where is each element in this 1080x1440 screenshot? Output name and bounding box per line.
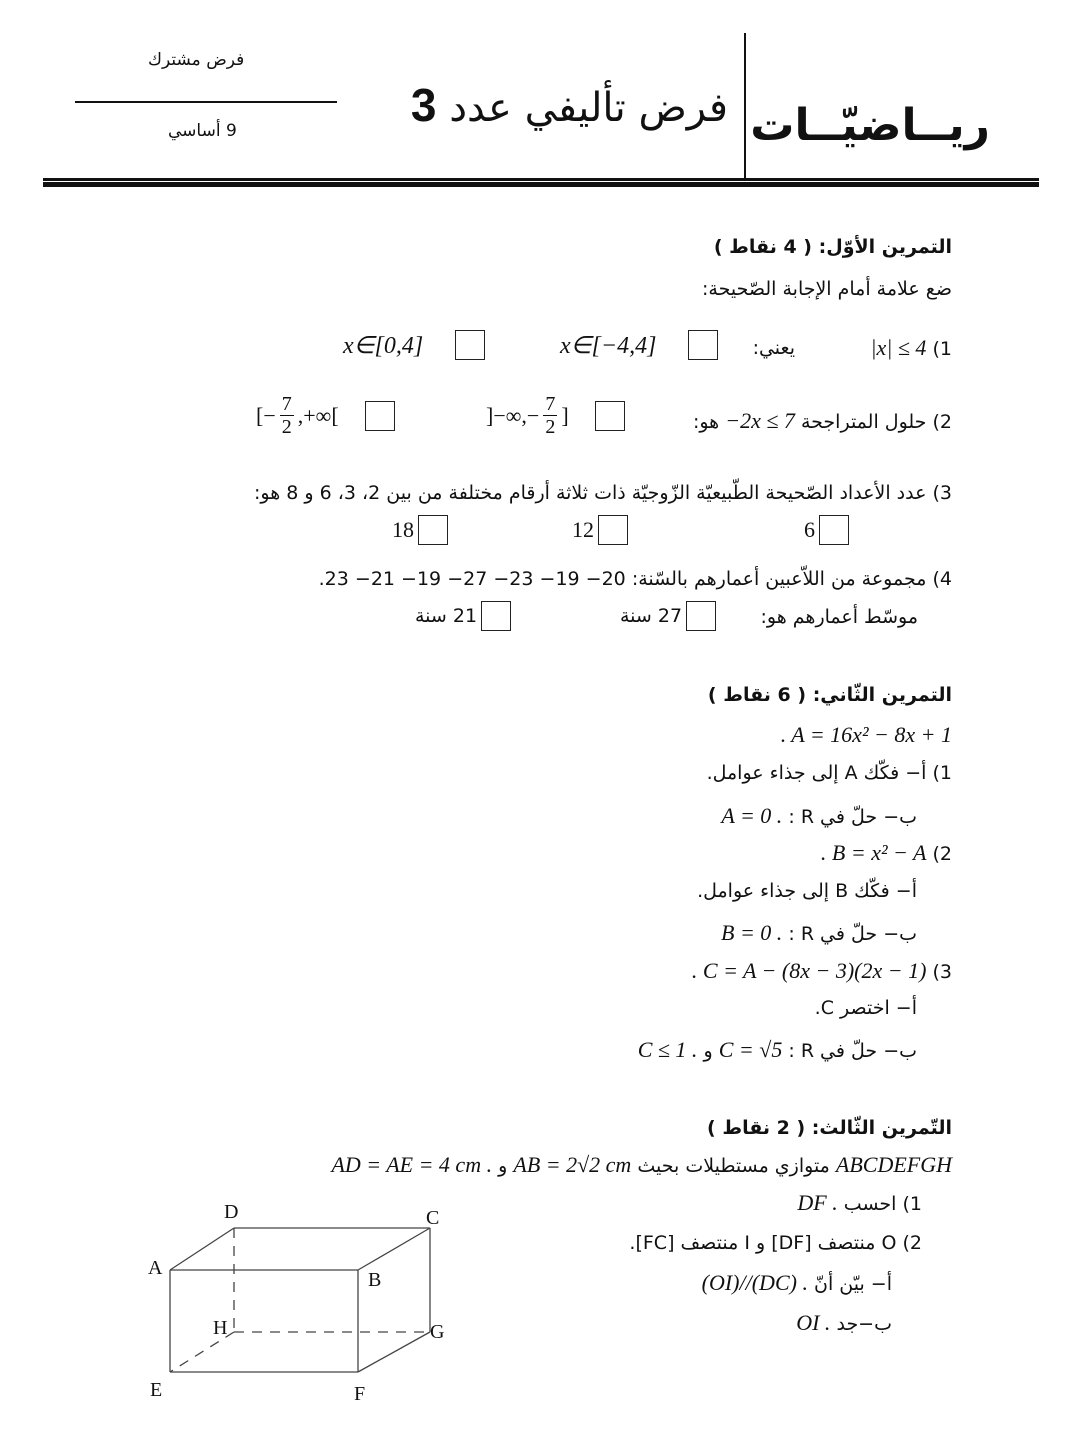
ex1-instruction: ضع علامة أمام الإجابة الصّحيحة:: [702, 278, 952, 300]
ex3-ab: AB = 2√2 cm: [513, 1152, 632, 1177]
ex3-solid-name: ABCDEFGH: [835, 1152, 952, 1177]
question-text: أ− بيّن أنّ: [814, 1273, 892, 1295]
label-F: F: [354, 1383, 366, 1405]
ex1-points: ( 4 نقاط ): [713, 236, 812, 258]
q4-option-checkbox[interactable]: [686, 601, 716, 631]
question-and: و: [703, 1040, 713, 1062]
q4-text2: موسّط أعمارهم هو:: [760, 606, 918, 628]
label-G: G: [430, 1321, 445, 1343]
question-math: DF .: [797, 1190, 838, 1215]
label-D: D: [224, 1201, 239, 1223]
ex3-question-line: [796, 1310, 892, 1336]
q3-option-checkbox[interactable]: [598, 515, 628, 545]
question-text: أ− فكّك B إلى جذاء عوامل.: [697, 880, 917, 902]
q2-option-1: [486, 393, 625, 438]
exam-number: 3: [410, 79, 437, 131]
header: [0, 0, 1080, 190]
q1-option-2: [343, 330, 485, 360]
q4-option-27: [620, 601, 716, 631]
q1-option-1-checkbox[interactable]: [688, 330, 718, 360]
q4-text: مجموعة من اللاّعبين أعمارهم بالسّنة: 20− 19− 23− 27− 19− 21− 23.: [318, 568, 927, 590]
q3-number: 3): [932, 482, 952, 504]
ex2-question-line: [721, 920, 917, 946]
question-text: أ− فكّك A إلى جذاء عوامل.: [706, 762, 927, 784]
q2-option-2: [256, 393, 395, 438]
question-math: C = √5: [718, 1037, 783, 1062]
header-rule: [43, 178, 1039, 181]
q2-option-1-left: ]−∞,−: [486, 402, 540, 428]
question-number: 1): [902, 1193, 922, 1215]
ex3-and: و: [498, 1155, 508, 1177]
q1-option-1-label: x∈[−4,4]: [560, 332, 657, 359]
ex2-question-line: [692, 958, 952, 984]
q2-option-2-left: [−: [256, 402, 276, 428]
question-number: 3): [932, 961, 952, 983]
ex3-question-line: [797, 1190, 922, 1216]
ex2-question-line: [815, 997, 917, 1019]
question-math: OI .: [796, 1310, 831, 1335]
q2-option-2-right: ,+∞[: [297, 402, 339, 428]
denominator: 2: [281, 416, 292, 438]
question-math-2: C ≤ 1 .: [637, 1037, 698, 1062]
ex2-title: التمرين الثّاني:: [812, 684, 952, 706]
numerator: 7: [545, 393, 556, 415]
q3-option-label: 6: [804, 517, 815, 542]
ex1-q1: [871, 335, 953, 361]
q3-option-6: [804, 515, 849, 545]
q2-option-1-right: ]: [561, 402, 569, 428]
ex1-heading: [714, 236, 952, 258]
ex2-heading: [708, 684, 952, 706]
edge-AD: [170, 1228, 234, 1270]
subject-title: ريــاضيّــات: [750, 100, 990, 151]
q1-option-1: [560, 330, 718, 360]
question-math: . C = A − (8x − 3)(2x − 1): [691, 958, 927, 983]
exam-title-text: فرض تأليفي عدد: [449, 85, 728, 131]
ex2-question-line: [638, 1037, 917, 1063]
ex2-question-line: [697, 880, 917, 902]
ex3-question-line: [702, 1270, 892, 1296]
q1-number: 1): [932, 338, 952, 360]
q2-option-1-fraction: [543, 393, 557, 438]
q4-number: 4): [932, 568, 952, 590]
question-text: O منتصف [DF] و I منتصف [FC].: [629, 1232, 897, 1254]
q4-option-label: 27 سنة: [620, 605, 683, 627]
numerator: 7: [281, 393, 292, 415]
header-small-divider: [75, 101, 337, 103]
ex2-points: ( 6 نقاط ): [707, 684, 807, 706]
q1-expression: |x| ≤ 4: [870, 335, 927, 360]
question-math: B = 0 .: [721, 920, 783, 945]
q3-option-checkbox[interactable]: [819, 515, 849, 545]
label-H: H: [213, 1317, 228, 1339]
edge-FG: [358, 1332, 430, 1372]
ex3-question-line: [629, 1232, 922, 1254]
ex3-heading: [707, 1117, 952, 1139]
q3-option-label: 18: [392, 517, 414, 542]
ex2-question-line: [721, 803, 917, 829]
label-C: C: [426, 1207, 440, 1229]
ex1-q4: [319, 568, 952, 590]
q3-option-12: [572, 515, 628, 545]
q2-number: 2): [932, 411, 952, 433]
q2-text: حلول المتراجحة: [800, 411, 927, 433]
cuboid-figure: [0, 1190, 480, 1420]
exam-type: فرض مشترك: [148, 50, 245, 70]
ex3-title: التّمرين الثّالث:: [811, 1117, 952, 1139]
label-B: B: [368, 1269, 382, 1291]
header-rule-thick: [43, 182, 1039, 187]
question-number: 1): [932, 762, 952, 784]
ex1-q3: [254, 482, 952, 504]
ex3-statement-text: متوازي مستطيلات بحيث: [637, 1155, 830, 1177]
q2-tail: هو:: [692, 411, 720, 433]
q2-option-2-fraction: [280, 393, 294, 438]
question-text: ب− حلّ في R :: [788, 1040, 917, 1062]
q4-option-label: 21 سنة: [415, 605, 478, 627]
level: 9 أساسي: [168, 121, 237, 141]
exam-title: [411, 78, 728, 132]
edge-BC: [358, 1228, 430, 1270]
question-math: (OI)//(DC) .: [701, 1270, 808, 1295]
q2-option-2-checkbox[interactable]: [365, 401, 395, 431]
ex1-title: التمرين الأوّل:: [818, 236, 952, 258]
question-text: أ− اختصر C.: [814, 997, 917, 1019]
question-math: . B = x² − A: [820, 840, 927, 865]
ex2-definition-A: . A = 16x² − 8x + 1: [780, 722, 952, 747]
q1-option-2-checkbox[interactable]: [455, 330, 485, 360]
q1-word: يعني:: [752, 337, 795, 359]
q2-option-1-checkbox[interactable]: [595, 401, 625, 431]
ex2-question-line: [821, 840, 952, 866]
header-divider-vertical: [744, 33, 746, 178]
question-number: 2): [902, 1232, 922, 1254]
ex3-statement: [331, 1152, 952, 1178]
q2-expression: −2x ≤ 7: [725, 408, 795, 433]
q4-option-checkbox[interactable]: [481, 601, 511, 631]
label-E: E: [150, 1379, 163, 1401]
question-text: ب−جد: [836, 1313, 892, 1335]
q3-option-18: [392, 515, 448, 545]
q3-option-label: 12: [572, 517, 594, 542]
q3-text: عدد الأعداد الصّحيحة الطّبيعيّة الزّوجيّة ذات ثلاثة أرقام مختلفة من بين 2، 3، 6 و 8 هو:: [254, 482, 927, 504]
question-number: 2): [932, 843, 952, 865]
question-math: A = 0 .: [721, 803, 783, 828]
ex2-question-line: [707, 762, 952, 784]
q1-option-2-label: x∈[0,4]: [343, 332, 424, 359]
label-A: A: [148, 1257, 163, 1279]
question-text: ب− حلّ في R :: [788, 923, 917, 945]
denominator: 2: [545, 416, 556, 438]
ex3-points: ( 2 نقاط ): [707, 1117, 806, 1139]
question-text: احسب: [843, 1193, 897, 1215]
ex1-q2: [693, 408, 952, 434]
question-text: ب− حلّ في R :: [788, 806, 917, 828]
q4-option-21: [415, 601, 511, 631]
q3-option-checkbox[interactable]: [418, 515, 448, 545]
ex3-ad-ae: AD = AE = 4 cm .: [331, 1152, 493, 1177]
